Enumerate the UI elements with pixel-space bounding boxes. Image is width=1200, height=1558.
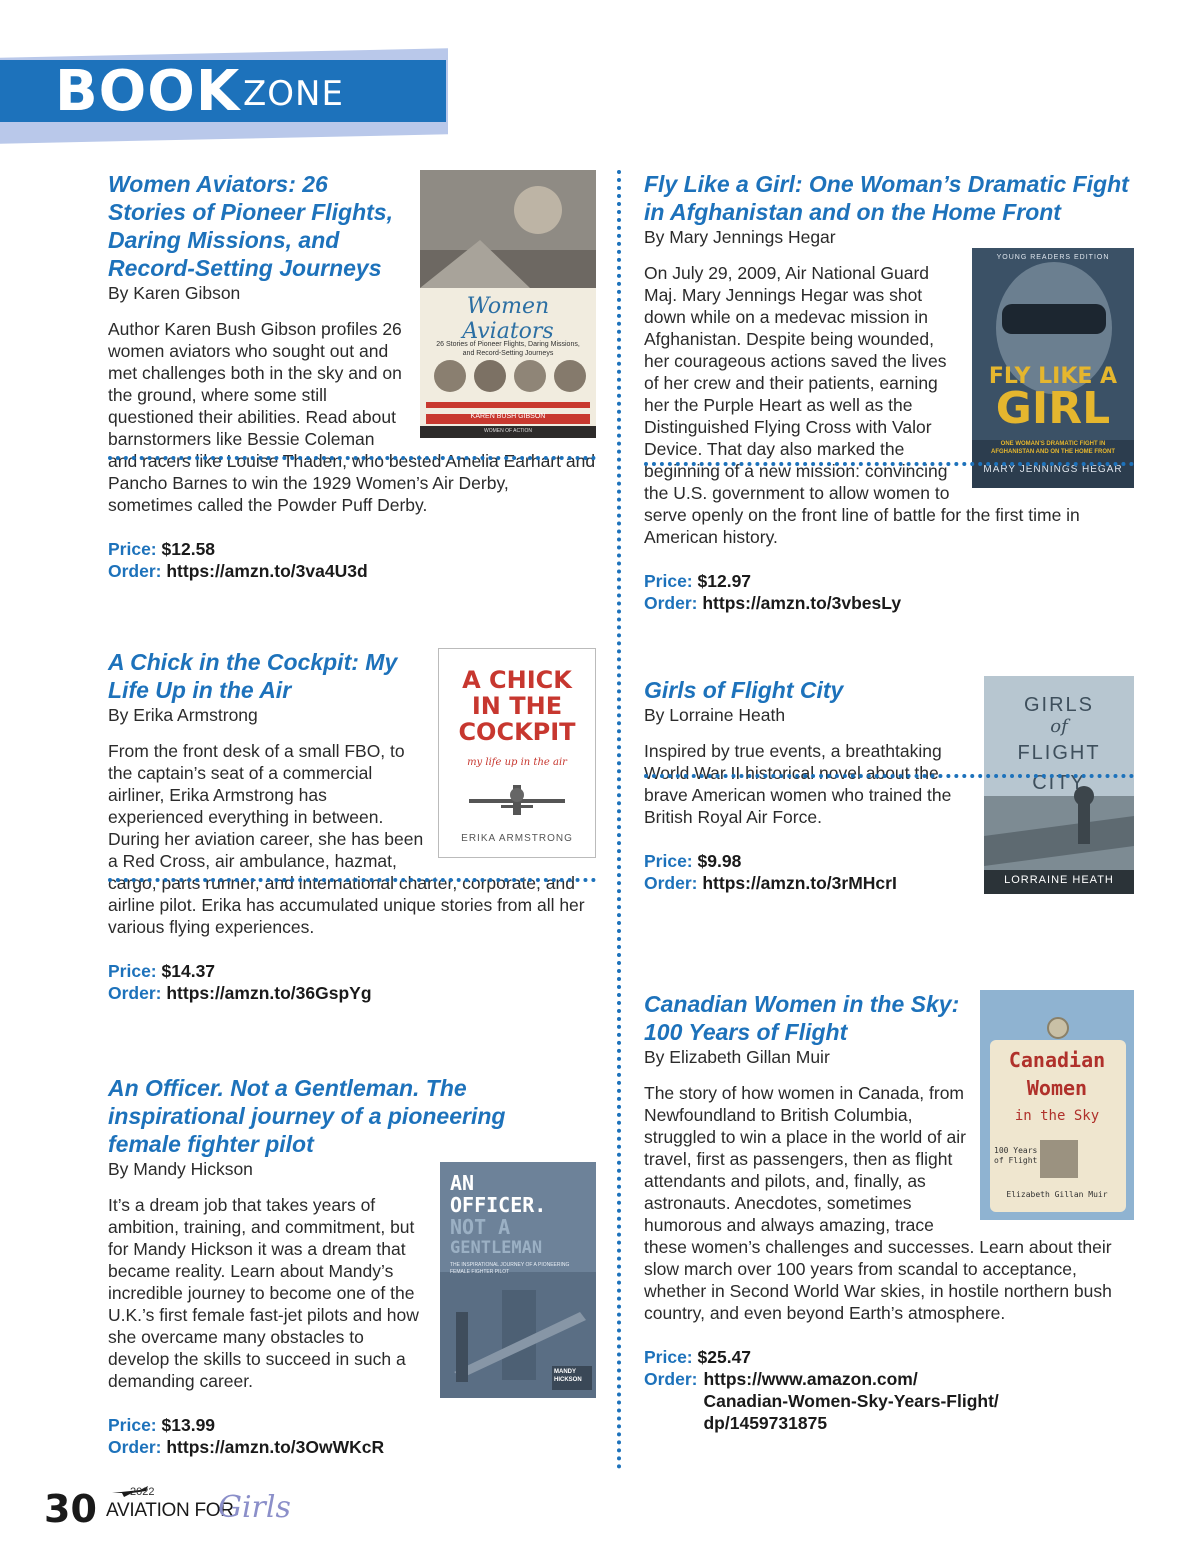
price-label: Price: bbox=[108, 539, 157, 559]
book-author: By Mandy Hickson bbox=[108, 1159, 253, 1179]
book-order bbox=[108, 560, 596, 582]
order-label: Order: bbox=[644, 1369, 698, 1389]
cover-author: MARY JENNINGS HEGAR bbox=[983, 464, 1123, 475]
book-price bbox=[108, 538, 596, 560]
book-price bbox=[644, 1346, 1134, 1368]
cover-title-line-2: GIRL bbox=[995, 383, 1111, 434]
book-title: Canadian Women in the Sky: 100 Years of Flight bbox=[644, 991, 960, 1045]
book-title: Girls of Flight City bbox=[644, 677, 844, 703]
order-link[interactable]: https://amzn.to/3OwWKcR bbox=[166, 1437, 385, 1457]
book-order bbox=[644, 592, 1134, 614]
order-link-line-2: Canadian-Women-Sky-Years-Flight/ bbox=[703, 1391, 999, 1411]
book-cover-girls-of-flight-city[interactable] bbox=[984, 676, 1134, 894]
book-author: By Mary Jennings Hegar bbox=[644, 227, 836, 247]
cover-title-line-1: Canadian bbox=[1008, 1048, 1106, 1072]
book-price bbox=[644, 570, 1134, 592]
book-cover-an-officer[interactable] bbox=[440, 1162, 596, 1398]
book-cover-canadian-women[interactable] bbox=[980, 990, 1134, 1220]
book-entry-women-aviators bbox=[108, 170, 596, 582]
book-cover-women-aviators[interactable] bbox=[420, 170, 596, 438]
banner-title-book: BOOK bbox=[55, 59, 241, 124]
cover-title-line-2: of bbox=[1050, 716, 1068, 737]
book-description: From the front desk of a small FBO, to the captain’s seat of a commercial airliner, Erika Armstrong has experienced everything in between. During her aviation career, she has been a Red Cross, air ambulance, hazmat, cargo, parts runner, and international charter, corporate, and airline pilot. Erika has accumulated unique stories from all her various flying experiences. bbox=[108, 741, 585, 937]
page-number: 30 bbox=[44, 1487, 97, 1531]
cover-author: ERIKA ARMSTRONG bbox=[461, 833, 573, 844]
cover-title-line-2: IN THE bbox=[471, 692, 563, 720]
cover-title-line-1: A CHICK bbox=[462, 666, 572, 694]
price-value: $12.97 bbox=[697, 571, 752, 591]
section-banner bbox=[0, 60, 446, 122]
book-order bbox=[644, 1368, 1134, 1434]
cover-title-line-1: FLY LIKE A bbox=[988, 364, 1118, 389]
cover-subtitle: 100 Years of Flight bbox=[994, 1146, 1038, 1165]
book-description: The story of how women in Canada, from Newfoundland to British Columbia, struggled to win a place in the world of air travel, first as passengers, then as flight attendants and pilots, and, finally, as astronauts. Anecdotes, sometimes humorous and always amazing, trace these women’s challenges and successes. Learn about their slow march over 100 years from scandal to acceptance, whether in Second World War skies, in hostile northern bush country, and even beyond Earth’s atmosphere. bbox=[644, 1083, 1112, 1323]
cover-author: LORRAINE HEATH bbox=[1004, 874, 1114, 886]
order-label: Order: bbox=[108, 561, 162, 581]
order-link[interactable]: https://amzn.to/36GspYg bbox=[166, 983, 372, 1003]
book-description: On July 29, 2009, Air National Guard Maj. Mary Jennings Hegar was shot down while on a medevac mission in Afghanistan. Despite being wounded, her courageous actions saved the lives of her crew and their patients, earning her the Purple Heart as well as the Distinguished Flying Cross with Valor Device. That day also marked the beginning of a new mission: convincing the U.S. government to allow women to serve openly on the front line of battle for the first time in American history. bbox=[644, 263, 1080, 547]
order-link[interactable]: https://amzn.to/3vbesLy bbox=[702, 593, 902, 613]
book-title: A Chick in the Cockpit: My Life Up in the Air bbox=[108, 649, 398, 703]
cover-subtitle: my life up in the air bbox=[467, 757, 567, 768]
book-description: Author Karen Bush Gibson profiles 26 women aviators who sought out and met challenges both in the sky and on the ground, where some still questioned their abilities. Read about barnstormers like Bessie Coleman and racers like Louise Thaden, who bested Amelia Earhart and Pancho Barnes to win the 1929 Women’s Air Derby, sometimes called the Powder Puff Derby. bbox=[108, 319, 596, 515]
price-value: $9.98 bbox=[697, 851, 742, 871]
order-label: Order: bbox=[108, 983, 162, 1003]
book-description: Inspired by true events, a breathtaking World War II historical novel about the brave American women who trained the British Royal Air Force. bbox=[644, 741, 952, 827]
cover-title-line-3: NOT A bbox=[450, 1215, 511, 1239]
cover-script-title: Women Aviators bbox=[462, 294, 554, 344]
logo-script-text: Girls bbox=[218, 1490, 291, 1525]
cover-author: Elizabeth Gillan Muir bbox=[1006, 1190, 1108, 1199]
section-divider bbox=[644, 462, 1134, 466]
section-divider bbox=[644, 774, 1134, 778]
book-order bbox=[108, 1436, 596, 1458]
cover-edition: YOUNG READERS EDITION bbox=[996, 254, 1110, 261]
cover-author: MANDY HICKSON bbox=[554, 1369, 582, 1383]
cover-title-line-1: GIRLS bbox=[1023, 694, 1095, 716]
order-link[interactable]: https://amzn.to/3rMHcrI bbox=[702, 873, 897, 893]
book-price bbox=[108, 1414, 596, 1436]
logo-year: 2022 bbox=[130, 1486, 155, 1498]
order-label: Order: bbox=[108, 1437, 162, 1457]
cover-author: KAREN BUSH GIBSON bbox=[470, 413, 546, 420]
book-author: By Erika Armstrong bbox=[108, 705, 258, 725]
order-label: Order: bbox=[644, 873, 698, 893]
cover-subtitle: ONE WOMAN'S DRAMATIC FIGHT IN AFGHANISTAN AND ON THE HOME FRONT bbox=[991, 441, 1115, 455]
cover-title-line-3: in the Sky bbox=[1014, 1108, 1100, 1124]
book-entry-fly-like-a-girl bbox=[644, 170, 1134, 614]
book-cover-chick-in-cockpit[interactable] bbox=[438, 648, 596, 858]
cover-title-line-4: GENTLEMAN bbox=[450, 1238, 543, 1258]
book-cover-fly-like-a-girl[interactable] bbox=[972, 248, 1134, 488]
order-link-line-3: dp/1459731875 bbox=[703, 1413, 828, 1433]
publication-logo bbox=[106, 1484, 291, 1534]
cover-title-line-3: FLIGHT bbox=[1017, 742, 1101, 764]
banner-title-zone: ZONE bbox=[243, 74, 344, 114]
section-divider bbox=[108, 456, 596, 460]
book-entry-an-officer bbox=[108, 1074, 596, 1458]
order-link[interactable] bbox=[703, 1368, 998, 1434]
price-label: Price: bbox=[644, 1347, 693, 1367]
logo-main-text: AVIATION FOR bbox=[106, 1500, 234, 1521]
section-divider bbox=[108, 878, 596, 882]
book-author: By Lorraine Heath bbox=[644, 705, 786, 725]
book-entry-girls-of-flight-city bbox=[644, 676, 1134, 900]
cover-title-line-1: AN bbox=[450, 1171, 475, 1195]
book-entry-canadian-women bbox=[644, 990, 1134, 1434]
cover-title-line-3: COCKPIT bbox=[458, 718, 576, 746]
price-value: $25.47 bbox=[697, 1347, 752, 1367]
price-value: $14.37 bbox=[161, 961, 216, 981]
book-order bbox=[108, 982, 596, 1004]
price-label: Price: bbox=[644, 851, 693, 871]
price-value: $13.99 bbox=[161, 1415, 216, 1435]
book-description: It’s a dream job that takes years of ambition, training, and commitment, but for Mandy Hickson it was a dream that became reality. Learn about Mandy’s incredible journey to become one of the U.K.’s first female fast-jet pilots and how she overcame many obstacles to develop the skills to succeed in such a demanding career. bbox=[108, 1195, 419, 1391]
book-price bbox=[108, 960, 596, 982]
column-divider bbox=[617, 170, 621, 1470]
price-label: Price: bbox=[644, 571, 693, 591]
order-link-line-1: https://www.amazon.com/ bbox=[703, 1369, 918, 1389]
cover-title-line-2: OFFICER. bbox=[450, 1193, 547, 1217]
book-title: Fly Like a Girl: One Woman’s Dramatic Fight in Afghanistan and on the Home Front bbox=[644, 171, 1129, 225]
book-title: Women Aviators: 26 Stories of Pioneer Flights, Daring Missions, and Record-Setting Journeys bbox=[108, 171, 393, 281]
cover-title-line-2: Women bbox=[1026, 1076, 1088, 1100]
book-entry-chick-in-cockpit bbox=[108, 648, 596, 1004]
cover-subtitle: 26 Stories of Pioneer Flights, Daring Missions, and Record-Setting Journeys bbox=[436, 341, 580, 357]
order-label: Order: bbox=[644, 593, 698, 613]
price-label: Price: bbox=[108, 1415, 157, 1435]
book-author: By Elizabeth Gillan Muir bbox=[644, 1047, 830, 1067]
order-link[interactable]: https://amzn.to/3va4U3d bbox=[166, 561, 368, 581]
book-author: By Karen Gibson bbox=[108, 283, 241, 303]
cover-series: WOMEN OF ACTION bbox=[483, 428, 533, 434]
cover-subtitle: THE INSPIRATIONAL JOURNEY OF A PIONEERING FEMALE FIGHTER PILOT bbox=[450, 1262, 570, 1275]
book-title: An Officer. Not a Gentleman. The inspirational journey of a pioneering female fighter pilot bbox=[108, 1075, 506, 1157]
cover-title-line-4: CITY bbox=[1032, 772, 1086, 794]
price-label: Price: bbox=[108, 961, 157, 981]
price-value: $12.58 bbox=[161, 539, 216, 559]
